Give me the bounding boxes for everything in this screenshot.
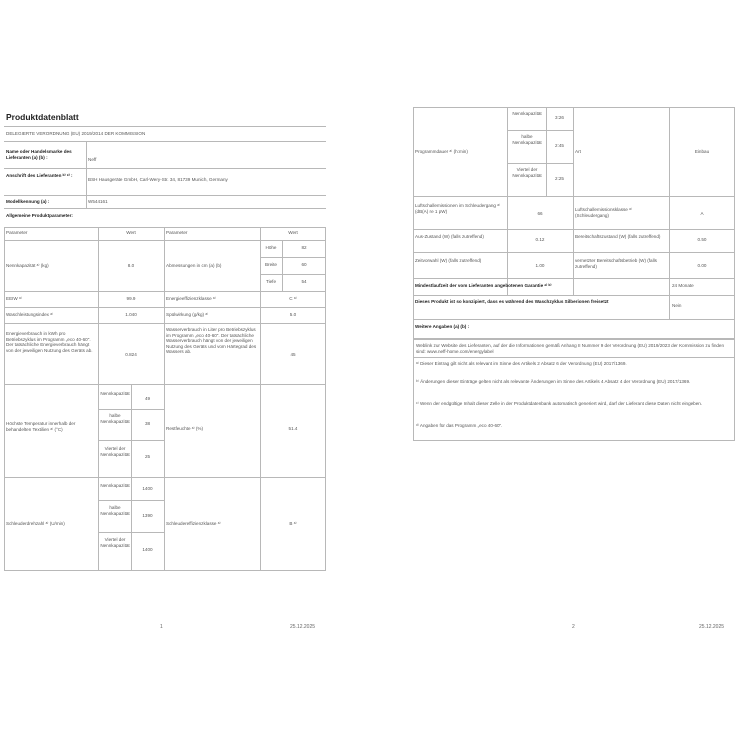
depth-label: Tiefe [265,279,277,284]
warranty-label: Mindestlaufzeit der vom Lieferanten angebotenen Garantie ᵃ⁾ ᵇ⁾ [415,283,552,288]
standby-label: Bereitschaftszustand (W) (falls zutreffend) [575,234,661,239]
spin-sub-rated: Nennkapazität [100,483,130,488]
col-value: Wert [126,230,136,235]
energy-cons-label: Energieverbrauch in kWh pro Betriebszyklus im Programm „eco 40-60". Der tatsächliche Energieverbrauch hängt von der jeweiligen Nutzung des Geräts ab. [6,331,93,353]
spin-class-label: Schleudereffizienzklasse ᵃ⁾ [166,521,221,526]
dur-sub-rated: Nennkapazität [512,111,542,116]
footnote-a: ᵃ⁾ Dieser Eintrag gilt nicht als relevant im Sinne des Artikels 2 Absatz 6 der Verordnung (EU) 2017/1369. [416,361,627,366]
further-info-label: Weitere Angaben (a) (b) : [415,324,470,329]
dur-sub-half: halbe Nennkapazität [512,134,542,145]
footnote-c: ᶜ⁾ Wenn der endgültige Inhalt dieser Zelle in der Produktdatenbank automatisch generiert wird, darf der Lieferant diese Daten nicht eingeben. [416,401,703,406]
supplier-address-label: Anschrift des Lieferanten ᵇ⁾ ᵉ⁾ : [6,173,73,178]
moisture-label: Restfeuchte ᵃ⁾ (%) [166,426,204,431]
dur-quarter-value: 2:25 [555,176,564,181]
dur-half-value: 2:45 [555,143,564,148]
supplier-address-value: BSH Hausgeräte GmbH, Carl-Wery-Str. 34, 81739 Munich, Germany [88,177,228,182]
width-value: 60 [301,262,307,267]
off-label: Aus-Zustand (W) (falls zutreffend) [415,234,484,239]
max-temp-label: Höchste Temperatur innerhalb der behandelten Textilien ᵃ⁾ (°C) [6,421,76,432]
footnote-d: ᵈ⁾ Angaben für das Programm „eco 40-60". [416,423,503,428]
page-date: 25.12.2025 [699,624,725,630]
temp-rated-value: 49 [144,396,151,401]
temp-half-value: 38 [144,421,151,426]
silver-ions-label: Dieses Produkt ist so konzipiert, dass es während des Waschzyklus Silberionen freisetzt [415,299,609,304]
network-standby-value: 0.00 [697,263,707,268]
type-value: Einbau [694,149,710,154]
capacity-label: Nennkapazität ᵃ⁾ (kg) [6,263,49,268]
delay-label: Zeitvorwahl (W) (falls zutreffend) [415,258,482,263]
width-label: Breite [264,262,277,267]
eei-label: EEIW ᵃ⁾ [6,296,22,301]
standby-value: 0.50 [697,237,707,242]
wash-index-label: Waschleistungsindex ᵃ⁾ [6,312,54,317]
eei-value: 99.9 [126,296,136,301]
spin-half-value: 1390 [142,513,153,518]
supplier-name-value: Neff [88,157,97,162]
page-2 [411,103,735,638]
footnote-b: ᵇ⁾ Änderungen dieser Einträge gelten nicht als relevante Änderungen im Sinne des Artikels 4 Absatz 4 der Verordnung (EU) 2017/1369. [416,379,691,384]
spin-rated-value: 1400 [142,486,153,491]
delay-value: 1.00 [535,263,545,268]
temp-quarter-value: 25 [144,454,151,459]
dur-rated-value: 3:26 [555,115,564,120]
noise-class-label: Luftschallemissionsklasse ᵃ⁾ (Schleudergang) [575,207,632,218]
network-standby-label: vernetzter Bereitschaftsbetrieb (W) (falls zutreffend) [575,258,657,269]
spin-label: Schleuderdrehzahl ᵃ⁾ (U/min) [6,521,65,526]
water-cons-value: 45 [290,352,296,357]
further-info-text: Weblink zur Website des Lieferanten, auf der die Informationen gemäß Anhang II Nummer 9 der Verordnung (EU) 2019/2023 der Kommission zu finden sind: www.neff-home.com/energylabel [416,343,725,354]
energy-cons-value: 0.824 [125,352,137,357]
rinse-value: 5.0 [289,312,297,317]
height-value: 82 [301,245,307,250]
spin-sub-quarter: Viertel der Nennkapazität [100,537,130,548]
program-duration-label: Programmdauer ᵃ⁾ (h:min) [415,149,468,154]
noise-label: Luftschallemissionen im Schleudergang ᵃ⁾ (dB(A) re 1 pW) [415,203,501,214]
noise-value: 66 [537,211,543,216]
temp-sub-rated: Nennkapazität [100,391,130,396]
general-params-heading: Allgemeine Produktparameter: [6,213,73,218]
temp-sub-half: halbe Nennkapazität [100,413,130,424]
spin-sub-half: halbe Nennkapazität [100,505,130,516]
col-param-2: Parameter [166,230,188,235]
noise-class-value: A [700,211,704,216]
spin-quarter-value: 1400 [142,547,153,552]
spin-class-value: B ᵃ⁾ [289,521,297,526]
dur-sub-quarter: Viertel der Nennkapazität [512,167,542,178]
col-param: Parameter [6,230,28,235]
model-value: W544161 [88,199,108,204]
moisture-value: 51.4 [288,426,298,431]
capacity-value: 8.0 [127,263,135,268]
off-value: 0.12 [535,237,545,242]
page-title: Produktdatenblatt [6,112,79,122]
silver-ions-value: Nein [672,303,682,308]
energy-class-value: C ᵃ⁾ [289,296,297,301]
regulation-title: DELEGIERTE VERORDNUNG (EU) 2019/2014 DER KOMMISSION [6,131,146,136]
wash-index-value: 1.040 [125,312,137,317]
col-value-2: Wert [288,230,298,235]
temp-sub-quarter: Viertel der Nennkapazität [100,446,130,457]
page-date: 25.12.2025 [290,624,316,630]
dimensions-label: Abmessungen in cm (a) (b) [166,263,222,268]
warranty-value: 24 Monate [672,283,694,288]
model-label: Modellkennung (a) : [6,199,50,204]
depth-value: 54 [301,279,307,284]
type-label: Art [575,149,581,154]
water-cons-label: Wasserverbrauch in Liter pro Betriebszyklus im Programm „eco 40-60". Der tatsächliche Wasserverbrauch hängt von der jeweiligen Nutzung des Geräts und vom Härtegrad des Wassers ab. [166,327,257,355]
page-1 [2,103,326,638]
energy-class-label: Energieeffizienzklasse ᵃ⁾ [166,296,216,301]
rinse-label: Spülwirkung (g/kg) ᵃ⁾ [166,312,209,317]
page-number: 2 [572,624,575,630]
height-label: Höhe [265,245,277,250]
supplier-name-label: Name oder Handelsmarke des Lieferanten (a) (b) : [6,149,72,160]
page-number: 1 [160,624,163,630]
